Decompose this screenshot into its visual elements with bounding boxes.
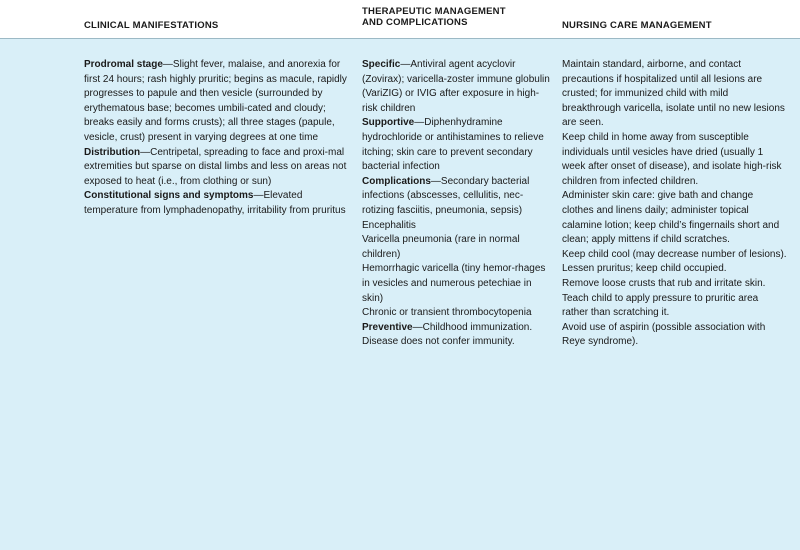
therapeutic-text: Chronic or transient thrombocytopenia [362,307,532,319]
therapeutic-term: Preventive [362,321,413,333]
therapeutic-entry [362,321,552,350]
nursing-item: Avoid use of aspirin (possible association with Reye syndrome). [562,321,766,348]
nursing-item: Keep child cool (may decrease number of lesions). [562,248,787,260]
clinical-entry [84,189,356,218]
therapeutic-text: —Diphenhydramine hydrochloride or antihistamines to relieve itching; skin care to prevent secondary bacterial infection [362,117,544,173]
header-nursing-care: NURSING CARE MANAGEMENT [562,20,712,31]
therapeutic-column [362,58,552,350]
clinical-text: —Centripetal, spreading to face and proxi-mal extremities but sparse on distal limbs and less on areas not exposed to heat (i.e., from clothing or sun) [84,146,347,187]
therapeutic-text: —Childhood immunization. Disease does not confer immunity. [362,321,533,348]
nursing-item: Remove loose crusts that rub and irritate skin. [562,277,766,289]
therapeutic-term: Supportive [362,117,415,129]
therapeutic-text: —Antiviral agent acyclovir (Zovirax); varicella-zoster immune globulin (VariZIG) or IVIG after exposure in high-risk children [362,59,550,114]
therapeutic-term: Specific [362,59,401,70]
therapeutic-entry [362,233,552,262]
nursing-item: Teach child to apply pressure to pruritic area rather than scratching it. [562,292,759,319]
therapeutic-text: Hemorrhagic varicella (tiny hemor-rhages in vesicles and numerous petechiae in skin) [362,263,546,304]
therapeutic-entry [362,175,552,219]
nursing-item: Keep child in home away from susceptible individuals until vesicles have dried (usually 1 week after onset of disease), and isolate high-risk children from infected children. [562,131,782,187]
therapeutic-entry [362,116,552,174]
header-clinical-manifestations: CLINICAL MANIFESTATIONS [84,20,219,31]
nursing-item: Administer skin care: give bath and change clothes and linens daily; administer topical calamine lotion; keep child’s fingernails short and clean; apply mittens if child scratches. [562,190,780,246]
nursing-item: Lessen pruritus; keep child occupied. [562,263,727,275]
therapeutic-entry [362,306,552,321]
clinical-column [84,58,356,219]
nursing-item: Maintain standard, airborne, and contact precautions if hospitalized until all lesions are crusted; for immunized child with mild breakthrough varicella, isolate until no new lesions are seen. [562,59,785,129]
therapeutic-entry [362,58,552,116]
clinical-term: Distribution [84,146,141,158]
clinical-text: —Slight fever, malaise, and anorexia for first 24 hours; rash highly pruritic; begins as macule, rapidly progresses to papule and then vesicle (surrounded by erythematous base; becomes umbili-cated and cloudy; breaks easily and forms crusts); all three stages (papule, vesicle, crust) present in varying degrees at one time [84,59,347,143]
clinical-term: Prodromal stage [84,59,163,70]
therapeutic-text: Varicella pneumonia (rare in normal children) [362,234,520,260]
header-therapeutic-line2: AND COMPLICATIONS [362,17,468,28]
clinical-term: Constitutional signs and symptoms [84,190,254,202]
therapeutic-entry [362,262,552,306]
therapeutic-text: —Secondary bacterial infections (abscesses, cellulitis, nec-rotizing fasciitis, pneumonia, sepsis) [362,175,530,216]
clinical-entry [84,58,356,146]
clinical-text: —Elevated temperature from lymphadenopathy, irritability from pruritus [84,190,346,216]
clinical-entry [84,146,356,190]
header-therapeutic-management [362,6,542,28]
header-therapeutic-line1: THERAPEUTIC MANAGEMENT [362,6,506,17]
therapeutic-term: Complications [362,175,431,187]
therapeutic-text: Encephalitis [362,219,416,231]
therapeutic-entry [362,219,552,234]
table-header [0,0,800,39]
nursing-column [562,58,787,350]
